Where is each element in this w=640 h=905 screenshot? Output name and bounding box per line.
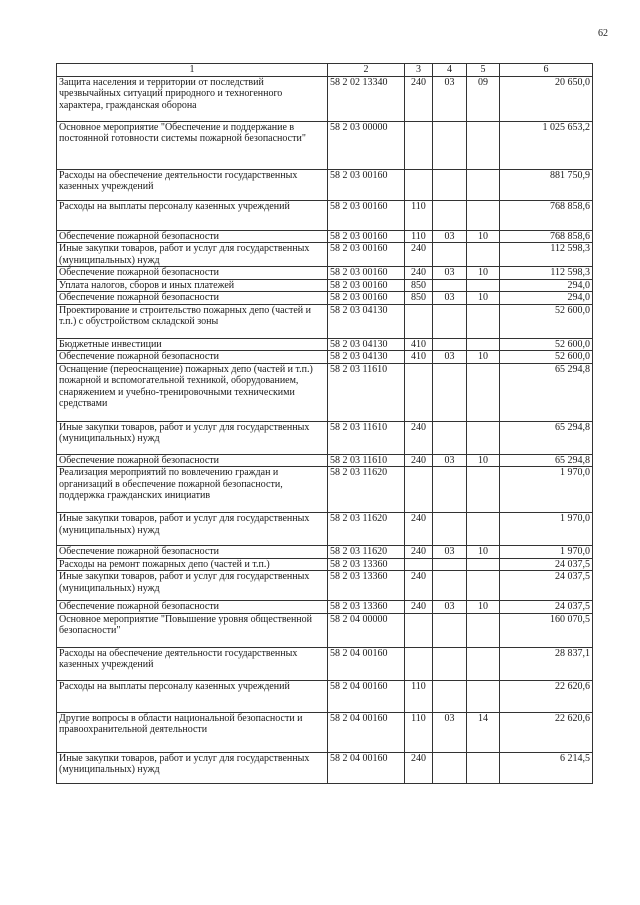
row-code: 58 2 03 00160 bbox=[328, 243, 405, 267]
row-pr: 10 bbox=[467, 546, 500, 559]
row-code: 58 2 04 00160 bbox=[328, 712, 405, 752]
table-header-row bbox=[57, 64, 593, 77]
table-row bbox=[57, 613, 593, 647]
table-row bbox=[57, 292, 593, 305]
row-rz bbox=[433, 613, 467, 647]
row-code: 58 2 03 00160 bbox=[328, 169, 405, 200]
row-name: Обеспечение пожарной безопасности bbox=[57, 292, 328, 305]
row-vr: 240 bbox=[405, 267, 433, 280]
table-row bbox=[57, 169, 593, 200]
budget-table bbox=[56, 63, 593, 784]
row-code: 58 2 03 04130 bbox=[328, 338, 405, 351]
row-pr bbox=[467, 571, 500, 601]
row-name: Расходы на выплаты персоналу казенных учреждений bbox=[57, 680, 328, 712]
row-code: 58 2 03 00160 bbox=[328, 279, 405, 292]
row-pr: 10 bbox=[467, 454, 500, 467]
row-sum: 24 037,5 bbox=[500, 558, 593, 571]
row-name: Обеспечение пожарной безопасности bbox=[57, 351, 328, 364]
row-vr: 240 bbox=[405, 454, 433, 467]
table-row bbox=[57, 230, 593, 243]
column-header: 3 bbox=[405, 64, 433, 77]
row-sum: 294,0 bbox=[500, 279, 593, 292]
row-pr bbox=[467, 680, 500, 712]
row-vr: 240 bbox=[405, 76, 433, 121]
row-sum: 6 214,5 bbox=[500, 752, 593, 783]
row-name: Защита населения и территории от последствий чрезвычайных ситуаций природного и техногенного характера, гражданская оборона bbox=[57, 76, 328, 121]
row-vr bbox=[405, 613, 433, 647]
row-pr bbox=[467, 647, 500, 680]
table-row bbox=[57, 421, 593, 454]
row-name: Обеспечение пожарной безопасности bbox=[57, 601, 328, 614]
row-rz bbox=[433, 363, 467, 421]
row-rz: 03 bbox=[433, 712, 467, 752]
table-row bbox=[57, 279, 593, 292]
row-vr: 240 bbox=[405, 752, 433, 783]
row-code: 58 2 03 11610 bbox=[328, 454, 405, 467]
row-sum: 24 037,5 bbox=[500, 601, 593, 614]
row-code: 58 2 04 00160 bbox=[328, 647, 405, 680]
row-sum: 768 858,6 bbox=[500, 230, 593, 243]
table-row bbox=[57, 243, 593, 267]
row-sum: 52 600,0 bbox=[500, 351, 593, 364]
row-vr: 850 bbox=[405, 279, 433, 292]
table-row bbox=[57, 121, 593, 169]
row-sum: 65 294,8 bbox=[500, 454, 593, 467]
row-vr bbox=[405, 558, 433, 571]
row-name: Иные закупки товаров, работ и услуг для государственных (муниципальных) нужд bbox=[57, 571, 328, 601]
row-name: Обеспечение пожарной безопасности bbox=[57, 546, 328, 559]
row-pr bbox=[467, 304, 500, 338]
row-rz bbox=[433, 169, 467, 200]
row-code: 58 2 03 04130 bbox=[328, 304, 405, 338]
row-code: 58 2 03 00160 bbox=[328, 200, 405, 230]
row-pr bbox=[467, 338, 500, 351]
table-row bbox=[57, 467, 593, 513]
row-vr bbox=[405, 121, 433, 169]
row-sum: 1 025 653,2 bbox=[500, 121, 593, 169]
row-sum: 65 294,8 bbox=[500, 421, 593, 454]
row-name: Иные закупки товаров, работ и услуг для государственных (муниципальных) нужд bbox=[57, 243, 328, 267]
row-sum: 1 970,0 bbox=[500, 546, 593, 559]
table-row bbox=[57, 680, 593, 712]
row-pr bbox=[467, 421, 500, 454]
row-name: Расходы на выплаты персоналу казенных учреждений bbox=[57, 200, 328, 230]
row-vr: 240 bbox=[405, 571, 433, 601]
row-rz: 03 bbox=[433, 601, 467, 614]
row-code: 58 2 04 00160 bbox=[328, 752, 405, 783]
table-row bbox=[57, 76, 593, 121]
table-row bbox=[57, 351, 593, 364]
row-pr: 09 bbox=[467, 76, 500, 121]
row-code: 58 2 04 00160 bbox=[328, 680, 405, 712]
table-row bbox=[57, 712, 593, 752]
row-vr: 110 bbox=[405, 200, 433, 230]
row-code: 58 2 03 11610 bbox=[328, 363, 405, 421]
row-pr: 10 bbox=[467, 230, 500, 243]
page-number: 62 bbox=[598, 28, 608, 39]
row-name: Обеспечение пожарной безопасности bbox=[57, 267, 328, 280]
row-vr: 240 bbox=[405, 421, 433, 454]
table-row bbox=[57, 752, 593, 783]
row-name: Иные закупки товаров, работ и услуг для государственных (муниципальных) нужд bbox=[57, 513, 328, 546]
row-rz bbox=[433, 571, 467, 601]
row-rz bbox=[433, 752, 467, 783]
row-rz bbox=[433, 467, 467, 513]
row-vr bbox=[405, 304, 433, 338]
row-code: 58 2 04 00000 bbox=[328, 613, 405, 647]
row-sum: 52 600,0 bbox=[500, 338, 593, 351]
table-row bbox=[57, 647, 593, 680]
row-name: Расходы на обеспечение деятельности государственных казенных учреждений bbox=[57, 169, 328, 200]
column-header: 5 bbox=[467, 64, 500, 77]
row-vr bbox=[405, 169, 433, 200]
row-code: 58 2 03 00000 bbox=[328, 121, 405, 169]
row-code: 58 2 03 00160 bbox=[328, 230, 405, 243]
table-row bbox=[57, 338, 593, 351]
row-sum: 52 600,0 bbox=[500, 304, 593, 338]
row-code: 58 2 03 13360 bbox=[328, 571, 405, 601]
row-sum: 22 620,6 bbox=[500, 712, 593, 752]
row-rz bbox=[433, 338, 467, 351]
table-row bbox=[57, 558, 593, 571]
row-name: Основное мероприятие "Обеспечение и поддержание в постоянной готовности системы пожарной безопасности" bbox=[57, 121, 328, 169]
row-vr: 240 bbox=[405, 546, 433, 559]
row-code: 58 2 03 04130 bbox=[328, 351, 405, 364]
row-name: Иные закупки товаров, работ и услуг для государственных (муниципальных) нужд bbox=[57, 752, 328, 783]
row-sum: 294,0 bbox=[500, 292, 593, 305]
row-pr bbox=[467, 558, 500, 571]
row-pr bbox=[467, 121, 500, 169]
table-row bbox=[57, 267, 593, 280]
row-vr: 110 bbox=[405, 712, 433, 752]
row-rz bbox=[433, 279, 467, 292]
row-code: 58 2 03 00160 bbox=[328, 292, 405, 305]
row-name: Другие вопросы в области национальной безопасности и правоохранительной деятельности bbox=[57, 712, 328, 752]
row-rz bbox=[433, 200, 467, 230]
row-rz bbox=[433, 647, 467, 680]
row-pr: 10 bbox=[467, 292, 500, 305]
row-rz bbox=[433, 680, 467, 712]
row-name: Реализация мероприятий по вовлечению граждан и организаций в обеспечение пожарной безопасности, поддержка гражданских инициатив bbox=[57, 467, 328, 513]
row-vr bbox=[405, 467, 433, 513]
row-name: Оснащение (переоснащение) пожарных депо (частей и т.п.) пожарной и вспомогательной техникой, оборудованием, снаряжением и учебно-тренировочными техническими средствами bbox=[57, 363, 328, 421]
row-pr bbox=[467, 363, 500, 421]
row-sum: 881 750,9 bbox=[500, 169, 593, 200]
row-code: 58 2 03 13360 bbox=[328, 601, 405, 614]
row-name: Уплата налогов, сборов и иных платежей bbox=[57, 279, 328, 292]
row-pr bbox=[467, 613, 500, 647]
row-sum: 112 598,3 bbox=[500, 267, 593, 280]
row-vr: 850 bbox=[405, 292, 433, 305]
row-rz: 03 bbox=[433, 76, 467, 121]
row-rz: 03 bbox=[433, 267, 467, 280]
row-pr bbox=[467, 169, 500, 200]
row-rz: 03 bbox=[433, 546, 467, 559]
table-row bbox=[57, 513, 593, 546]
table-row bbox=[57, 363, 593, 421]
row-rz bbox=[433, 558, 467, 571]
row-code: 58 2 03 11610 bbox=[328, 421, 405, 454]
table-row bbox=[57, 200, 593, 230]
row-code: 58 2 03 11620 bbox=[328, 513, 405, 546]
row-pr: 10 bbox=[467, 601, 500, 614]
row-pr: 10 bbox=[467, 351, 500, 364]
row-rz bbox=[433, 421, 467, 454]
row-vr: 240 bbox=[405, 243, 433, 267]
row-vr: 240 bbox=[405, 513, 433, 546]
row-name: Обеспечение пожарной безопасности bbox=[57, 454, 328, 467]
row-vr: 110 bbox=[405, 680, 433, 712]
row-pr bbox=[467, 279, 500, 292]
row-vr bbox=[405, 647, 433, 680]
row-rz bbox=[433, 243, 467, 267]
row-sum: 1 970,0 bbox=[500, 467, 593, 513]
row-rz: 03 bbox=[433, 230, 467, 243]
row-name: Бюджетные инвестиции bbox=[57, 338, 328, 351]
row-pr bbox=[467, 243, 500, 267]
row-name: Проектирование и строительство пожарных депо (частей и т.п.) с обустройством складской зоны bbox=[57, 304, 328, 338]
table-row bbox=[57, 304, 593, 338]
row-name: Обеспечение пожарной безопасности bbox=[57, 230, 328, 243]
table-row bbox=[57, 571, 593, 601]
row-code: 58 2 02 13340 bbox=[328, 76, 405, 121]
row-sum: 65 294,8 bbox=[500, 363, 593, 421]
row-name: Расходы на ремонт пожарных депо (частей и т.п.) bbox=[57, 558, 328, 571]
row-rz: 03 bbox=[433, 351, 467, 364]
row-name: Расходы на обеспечение деятельности государственных казенных учреждений bbox=[57, 647, 328, 680]
row-pr bbox=[467, 513, 500, 546]
row-code: 58 2 03 00160 bbox=[328, 267, 405, 280]
row-rz: 03 bbox=[433, 454, 467, 467]
row-pr bbox=[467, 200, 500, 230]
row-vr: 410 bbox=[405, 351, 433, 364]
row-sum: 24 037,5 bbox=[500, 571, 593, 601]
row-sum: 22 620,6 bbox=[500, 680, 593, 712]
row-rz bbox=[433, 304, 467, 338]
row-name: Иные закупки товаров, работ и услуг для государственных (муниципальных) нужд bbox=[57, 421, 328, 454]
row-code: 58 2 03 11620 bbox=[328, 467, 405, 513]
row-rz: 03 bbox=[433, 292, 467, 305]
column-header: 4 bbox=[433, 64, 467, 77]
row-vr bbox=[405, 363, 433, 421]
row-code: 58 2 03 11620 bbox=[328, 546, 405, 559]
row-pr: 14 bbox=[467, 712, 500, 752]
column-header: 6 bbox=[500, 64, 593, 77]
column-header: 1 bbox=[57, 64, 328, 77]
row-sum: 160 070,5 bbox=[500, 613, 593, 647]
row-vr: 110 bbox=[405, 230, 433, 243]
row-code: 58 2 03 13360 bbox=[328, 558, 405, 571]
row-vr: 410 bbox=[405, 338, 433, 351]
row-pr: 10 bbox=[467, 267, 500, 280]
row-sum: 20 650,0 bbox=[500, 76, 593, 121]
row-vr: 240 bbox=[405, 601, 433, 614]
row-sum: 1 970,0 bbox=[500, 513, 593, 546]
row-sum: 112 598,3 bbox=[500, 243, 593, 267]
row-rz bbox=[433, 121, 467, 169]
row-rz bbox=[433, 513, 467, 546]
table-row bbox=[57, 601, 593, 614]
row-sum: 768 858,6 bbox=[500, 200, 593, 230]
row-pr bbox=[467, 752, 500, 783]
row-sum: 28 837,1 bbox=[500, 647, 593, 680]
column-header: 2 bbox=[328, 64, 405, 77]
table-row bbox=[57, 454, 593, 467]
row-name: Основное мероприятие "Повышение уровня общественной безопасности" bbox=[57, 613, 328, 647]
table-row bbox=[57, 546, 593, 559]
row-pr bbox=[467, 467, 500, 513]
